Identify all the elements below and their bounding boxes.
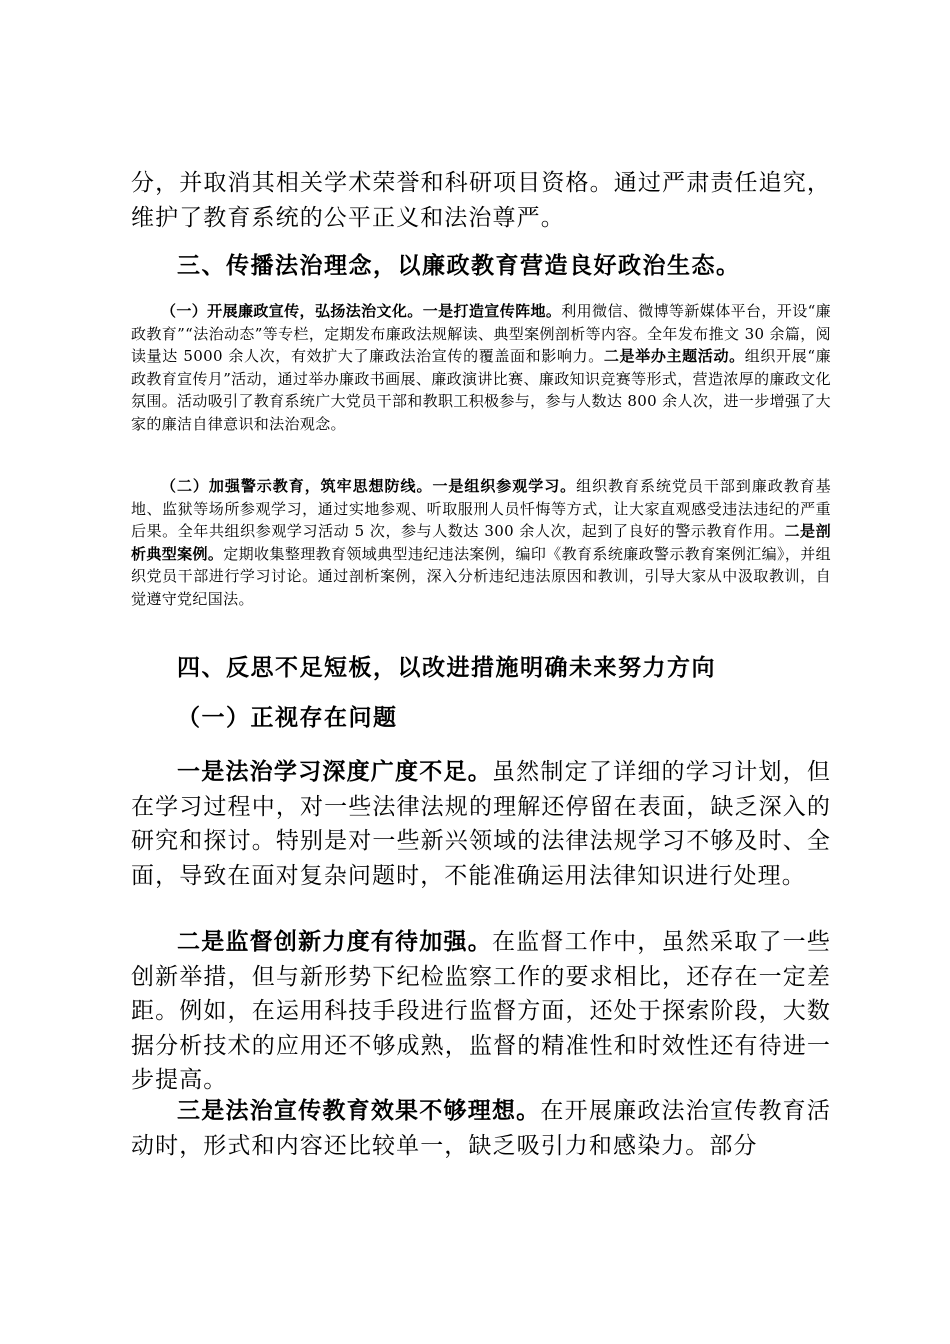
keyword-1: 一是组织参观学习。 [432, 477, 577, 495]
problem-paragraph-3 [131, 1094, 831, 1163]
keyword-2: 二是剖析典型案例。 [131, 522, 831, 563]
body-text-2: 组织开展“廉政教育宣传月”活动，通过举办廉政书画展、廉政演讲比赛、廉政知识竞赛等形式，营造浓厚的廉政文化氛围。活动吸引了教育系统广大党员干部和教职工积极参与，参与人数达 800 余人次，进一步增强了大家的廉洁自律意识和法治观念。 [131, 347, 832, 433]
keyword-2: 二是举办主题活动。 [603, 347, 745, 365]
problem-text: 在开展廉政法治宣传教育活动时，形式和内容还比较单一，缺乏吸引力和感染力。部分 [131, 1098, 832, 1159]
continuation-paragraph: 分，并取消其相关学术荣誉和科研项目资格。通过严肃责任追究，维护了教育系统的公平正义和法治尊严。 [131, 170, 831, 231]
keyword-1: 一是打造宣传阵地。 [422, 302, 562, 320]
section-4-subheading: （一）正视存在问题 [177, 705, 398, 731]
problem-keyword: 二是监督创新力度有待加强。 [177, 929, 492, 955]
paragraph-lead: （一）开展廉政宣传，弘扬法治文化。 [161, 302, 423, 320]
section-3-paragraph-1 [131, 300, 831, 435]
section-3-paragraph-2 [131, 475, 831, 610]
paragraph-lead: （二）加强警示教育，筑牢思想防线。 [161, 477, 433, 495]
problem-keyword: 一是法治学习深度广度不足。 [177, 759, 492, 785]
body-text-2: 定期收集整理教育领域典型违纪违法案例，编印《教育系统廉政警示教育案例汇编》，并组织党员干部进行学习讨论。通过剖析案例，深入分析违纪违法原因和教训，引导大家从中汲取教训，自觉遵守党纪国法。 [131, 544, 831, 608]
problem-text: 在监督工作中，虽然采取了一些创新举措，但与新形势下纪检监察工作的要求相比，还存在一定差距。例如，在运用科技手段进行监督方面，还处于探索阶段，大数据分析技术的应用还不够成熟，监督的精准性和时效性还有待进一步提高。 [131, 929, 831, 1093]
problem-keyword: 三是法治宣传教育效果不够理想。 [177, 1098, 541, 1124]
problem-paragraph-2 [131, 925, 831, 1098]
section-3-heading: 三、传播法治理念，以廉政教育营造良好政治生态。 [177, 253, 741, 279]
section-4-heading: 四、反思不足短板，以改进措施明确未来努力方向 [177, 655, 716, 681]
body-text-1: 利用微信、微博等新媒体平台，开设“廉政教育”“法治动态”等专栏，定期发布廉政法规解读、典型案例剖析等内容。全年发布推文 30 余篇，阅读量达 5000 余人次，有效扩大了廉政法治宣传的覆盖面和影响力。 [131, 302, 832, 365]
problem-text: 虽然制定了详细的学习计划，但在学习过程中，对一些法律法规的理解还停留在表面，缺乏深入的研究和探讨。特别是对一些新兴领域的法律法规学习不够及时、全面，导致在面对复杂问题时，不能准确运用法律知识进行处理。 [131, 759, 831, 889]
body-text-1: 组织教育系统党员干部到廉政教育基地、监狱等场所参观学习，通过实地参观、听取服刑人员忏悔等方式，让大家直观感受违法违纪的严重后果。全年共组织参观学习活动 5 次，参与人数达 300 余人次，起到了良好的警示教育作用。 [131, 477, 831, 540]
problem-paragraph-1 [131, 755, 831, 893]
